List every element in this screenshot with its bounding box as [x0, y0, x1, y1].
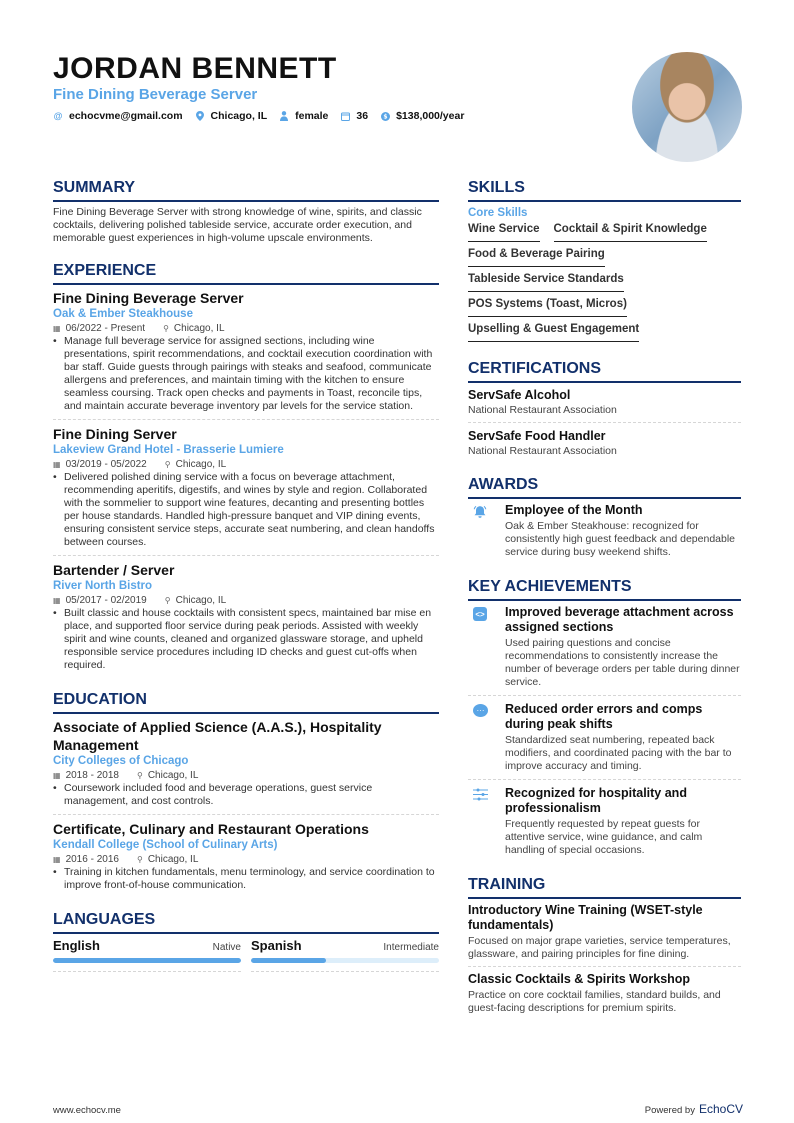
language-level: Intermediate: [383, 942, 439, 953]
calendar-icon: ▦: [53, 460, 61, 469]
language-level: Native: [212, 942, 241, 953]
achievement-item: [468, 786, 741, 863]
contact-salary: $ $138,000/year: [380, 110, 464, 122]
entry-location: Chicago, IL: [147, 770, 199, 781]
award-desc: Oak & Ember Steakhouse: recognized for consistently high guest feedback and dependable service during busy weekend shifts.: [505, 520, 736, 558]
section-title-education: EDUCATION: [53, 690, 439, 714]
entry-bullet: • Built classic and house cocktails with consistent specs, maintained bar mise en place, and supported floor service during peak periods. Assisted with weekly spirit and wine counts, cleaned and organized glassware storage, and upheld responsible service procedures including ID checks and guest cut-offs when required.: [53, 607, 432, 671]
certification-title: ServSafe Alcohol: [468, 388, 571, 402]
school: Kendall College (School of Culinary Arts): [53, 839, 278, 851]
job-title: Fine Dining Beverage Server: [53, 290, 244, 306]
skill-tag: Cocktail & Spirit Knowledge: [554, 222, 707, 242]
location-pin-icon: [195, 111, 205, 121]
right-column: [468, 178, 741, 1032]
summary-section: [53, 178, 439, 245]
entry-location: Chicago, IL: [175, 595, 227, 606]
award-title: Employee of the Month: [505, 503, 643, 517]
certification-item: [468, 387, 741, 423]
calendar-icon: ▦: [53, 855, 61, 864]
entry-bullet: • Manage full beverage service for assigned sections, including wine presentations, spirit recommendations, and cocktail execution coordination with bar staff. Guide guests through pairings with steaks and seafood, communicate allergens and preferences, and maintain timing with the kitchen to ensure seamless coursing. Track open checks and payments in Toast, reconcile tips, and maintain accurate beverage inventory par levels for the service station.: [53, 335, 433, 412]
certification-title: ServSafe Food Handler: [468, 429, 606, 443]
entry-dates: 06/2022 - Present: [65, 323, 146, 334]
sliders-icon: [468, 786, 505, 857]
skills-section: [468, 178, 741, 347]
section-title-achievements: KEY ACHIEVEMENTS: [468, 577, 741, 601]
section-title-training: TRAINING: [468, 875, 741, 899]
brand-name: EchoCV: [698, 1102, 743, 1116]
language-bar-fill: [53, 958, 241, 963]
location-pin-icon: ⚲: [164, 460, 171, 469]
entry-dates: 2016 - 2016: [65, 854, 119, 865]
skill-tag: Wine Service: [468, 222, 540, 242]
certifications-section: [468, 359, 741, 463]
achievement-title: Reduced order errors and comps during peak shifts: [505, 702, 703, 731]
entry-dates: 05/2017 - 02/2019: [65, 595, 147, 606]
language-bar-fill: [251, 958, 326, 963]
experience-section: [53, 261, 439, 678]
achievement-title: Improved beverage attachment across assigned sections: [505, 605, 734, 634]
awards-section: [468, 475, 741, 565]
job-title: Bartender / Server: [53, 562, 175, 578]
job-title: Fine Dining Server: [53, 426, 177, 442]
location-pin-icon: ⚲: [136, 771, 143, 780]
degree-title: Certificate, Culinary and Restaurant Operations: [53, 821, 369, 837]
footer-powered-by[interactable]: Powered by EchoCV: [644, 1102, 743, 1116]
entry-bullet: • Training in kitchen fundamentals, menu terminology, and service coordination to improve front-of-house communication.: [53, 866, 435, 891]
skill-tag: POS Systems (Toast, Micros): [468, 297, 627, 317]
education-entry: [53, 820, 439, 898]
training-title: Introductory Wine Training (WSET-style fundamentals): [468, 903, 703, 932]
section-title-skills: SKILLS: [468, 178, 741, 202]
entry-meta: [53, 594, 439, 607]
calendar-icon: ▦: [53, 324, 61, 333]
training-item: [468, 972, 741, 1020]
contact-gender: female: [279, 110, 328, 122]
achievement-item: [468, 605, 741, 696]
certification-item: [468, 428, 741, 463]
training-desc: Focused on major grape varieties, service temperatures, glassware, and pairing principles for fine dining.: [468, 935, 731, 960]
entry-bullet: • Delivered polished dining service with a focus on beverage attachment, recommending aperitifs, digestifs, and wines by style and region. Collaborated with the sommelier to support wine features, decanting and presenting bottles per house standards. Handled high-pressure banquet and VIP dining events, ensuring consistent service steps, accurate seat numbering, and clean handoffs between courses.: [53, 471, 435, 548]
candidate-name: JORDAN BENNETT: [53, 52, 337, 85]
code-icon: <>: [473, 607, 487, 621]
achievement-desc: Used pairing questions and concise recommendations to consistently increase the number of beverage orders per table during dinner service.: [505, 637, 740, 688]
skill-tag: Tableside Service Standards: [468, 272, 624, 292]
achievement-desc: Standardized seat numbering, repeated back modifiers, and coordinated pacing with the bar to improve accuracy and timing.: [505, 734, 732, 772]
training-title: Classic Cocktails & Spirits Workshop: [468, 972, 691, 986]
achievement-title: Recognized for hospitality and professionalism: [505, 786, 687, 815]
entry-bullet: • Coursework included food and beverage operations, guest service management, and cost controls.: [53, 782, 373, 807]
person-icon: [279, 111, 289, 121]
education-entry: [53, 718, 439, 815]
section-title-languages: LANGUAGES: [53, 910, 439, 934]
experience-entry: [53, 289, 439, 420]
award-item: [468, 503, 741, 565]
location-pin-icon: ⚲: [163, 324, 169, 333]
languages-section: [53, 910, 439, 972]
language-name: English: [53, 938, 100, 953]
achievements-section: [468, 577, 741, 863]
skill-tag: Upselling & Guest Engagement: [468, 322, 639, 342]
training-item: [468, 903, 741, 967]
language-name: Spanish: [251, 938, 302, 953]
section-title-certifications: CERTIFICATIONS: [468, 359, 741, 383]
contact-age: 36: [340, 110, 368, 122]
language-item: [53, 938, 241, 972]
experience-entry: [53, 561, 439, 678]
language-bar: [53, 958, 241, 963]
achievement-item: [468, 702, 741, 780]
entry-dates: 03/2019 - 05/2022: [65, 459, 147, 470]
calendar-icon: [340, 111, 350, 121]
training-section: [468, 875, 741, 1020]
entry-dates: 2018 - 2018: [65, 770, 119, 781]
contact-location: Chicago, IL: [195, 110, 268, 122]
entry-meta: [53, 458, 439, 471]
training-desc: Practice on core cocktail families, standard builds, and guest-facing descriptions for premium spirits.: [468, 989, 721, 1014]
money-icon: [380, 111, 390, 121]
calendar-icon: ▦: [53, 596, 61, 605]
entry-meta: [53, 322, 439, 335]
skills-subtitle: Core Skills: [468, 207, 528, 219]
section-title-awards: AWARDS: [468, 475, 741, 499]
employer: Lakeview Grand Hotel - Brasserie Lumiere: [53, 444, 284, 456]
employer: Oak & Ember Steakhouse: [53, 308, 193, 320]
candidate-role: Fine Dining Beverage Server: [53, 86, 258, 103]
entry-meta: [53, 769, 439, 782]
language-item: [251, 938, 439, 972]
certification-issuer: National Restaurant Association: [468, 445, 617, 457]
education-section: [53, 690, 439, 898]
entry-location: Chicago, IL: [147, 854, 199, 865]
at-icon: @: [53, 111, 63, 121]
skill-tag: Food & Beverage Pairing: [468, 247, 605, 267]
entry-location: Chicago, IL: [173, 323, 225, 334]
experience-entry: [53, 425, 439, 556]
profile-photo: [632, 52, 742, 162]
achievement-desc: Frequently requested by repeat guests for attentive service, wine guidance, and calm handling of special occasions.: [505, 818, 703, 856]
contact-email[interactable]: @ echocvme@gmail.com: [53, 110, 183, 122]
calendar-icon: ▦: [53, 771, 61, 780]
chat-bubble-icon: ···: [473, 704, 488, 717]
summary-text: Fine Dining Beverage Server with strong knowledge of wine, spirits, and classic cocktails, delivering polished tableside service, accurate order execution, and memorable guest experiences in high-volume upscale environments.: [53, 206, 422, 244]
bell-icon: [468, 503, 505, 559]
certification-issuer: National Restaurant Association: [468, 404, 617, 416]
language-bar: [251, 958, 439, 963]
employer: River North Bistro: [53, 580, 153, 592]
contact-row: [53, 110, 613, 122]
location-pin-icon: ⚲: [164, 596, 171, 605]
skills-list: [468, 222, 741, 347]
school: City Colleges of Chicago: [53, 755, 189, 767]
location-pin-icon: ⚲: [136, 855, 143, 864]
svg-text:$: $: [383, 113, 388, 121]
entry-location: Chicago, IL: [175, 459, 227, 470]
entry-meta: [53, 853, 439, 866]
resume-header: [53, 52, 613, 122]
section-title-summary: SUMMARY: [53, 178, 439, 202]
degree-title: Associate of Applied Science (A.A.S.), Hospitality Management: [53, 719, 382, 753]
section-title-experience: EXPERIENCE: [53, 261, 439, 285]
footer-website-link[interactable]: www.echocv.me: [53, 1105, 121, 1116]
left-column: [53, 178, 439, 984]
